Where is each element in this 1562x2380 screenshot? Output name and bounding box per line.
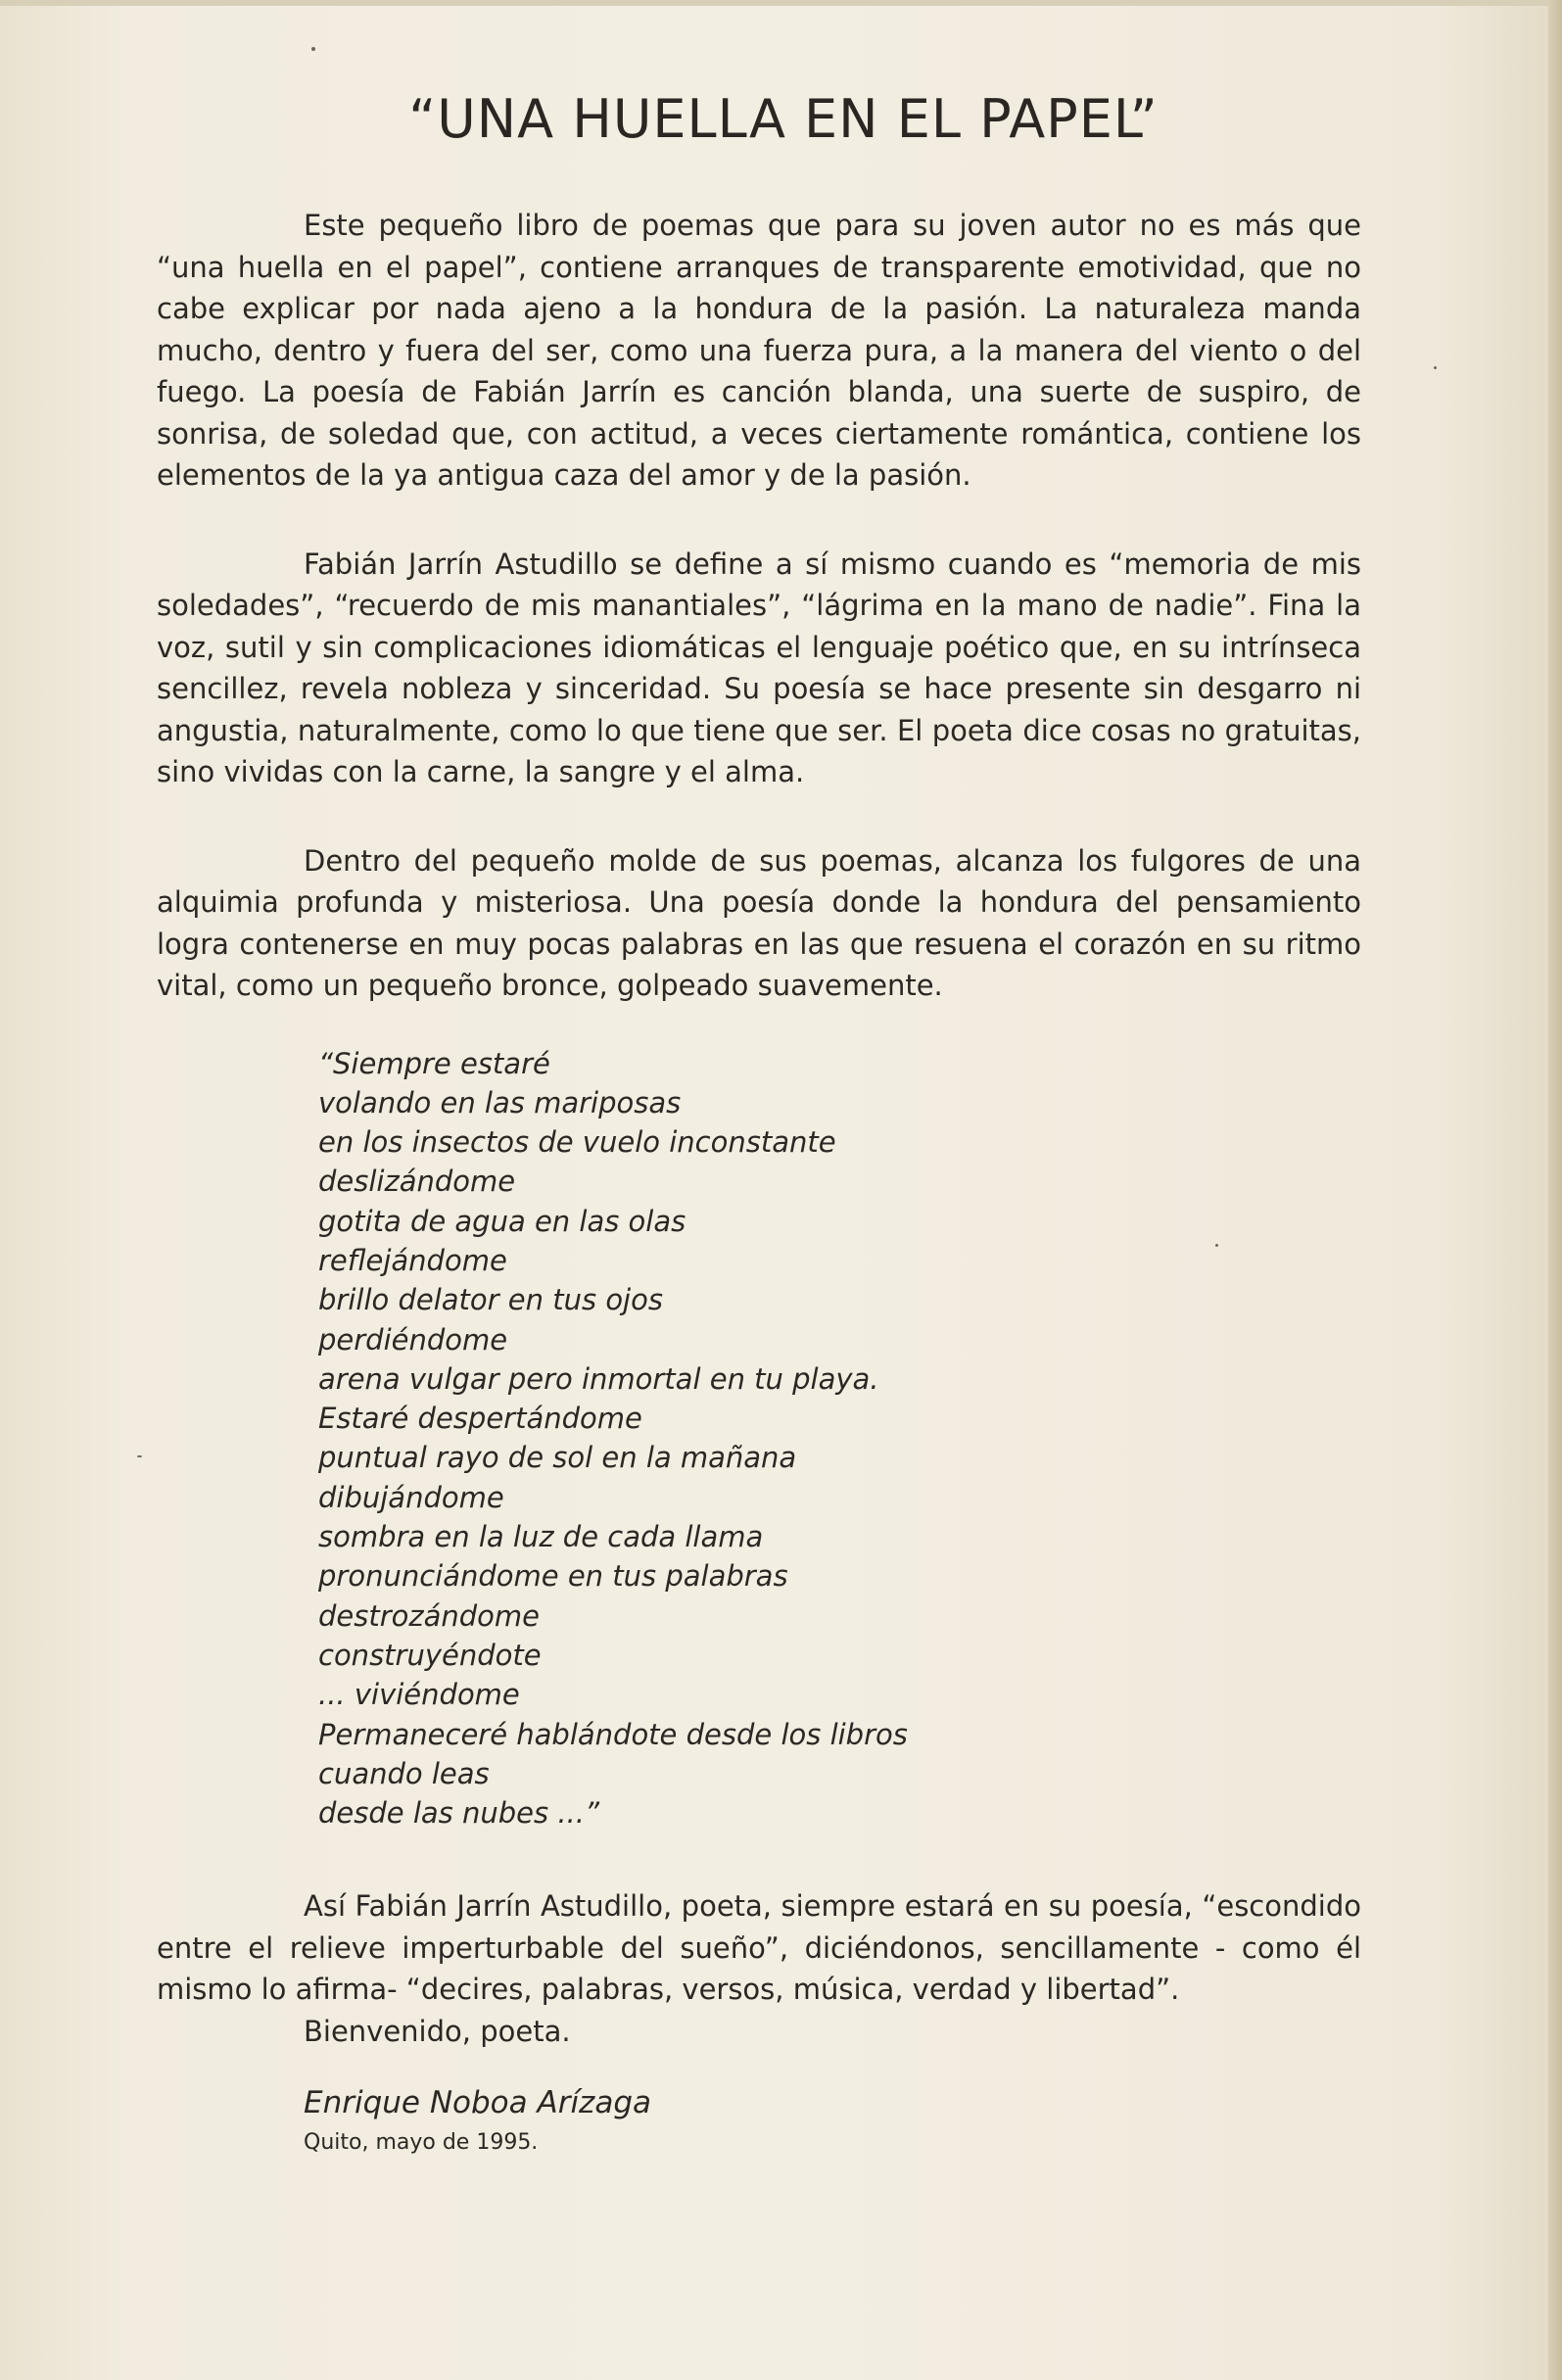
poem-line: construyéndote xyxy=(318,1638,542,1672)
poem-quote xyxy=(318,1044,1361,1833)
poem-line: pronunciándome en tus palabras xyxy=(318,1559,788,1594)
poem-line: volando en las mariposas xyxy=(318,1085,682,1119)
paragraph-intro: Este pequeño libro de poemas que para su joven autor no es más que “una huella en el papel”, contiene arranques de transparente emotividad, que no cabe explicar por nada ajeno a la hondura de la pasión. La naturaleza manda mucho, dentro y fuera del ser, como una fuerza pura, a la manera del viento o del fuego. La poesía de Fabián Jarrín es canción blanda, una suerte de suspiro, de sonrisa, de soledad que, con actitud, a veces ciertamente romántica, contiene los elementos de la ya antigua caza del amor y de la pasión. xyxy=(157,209,1361,492)
paper-speck xyxy=(137,1455,142,1457)
poem-line: puntual rayo de sol en la mañana xyxy=(318,1441,797,1475)
paper-speck xyxy=(311,47,315,51)
poem-line: Estaré despertándome xyxy=(318,1402,642,1436)
author-signature: Enrique Noboa Arízaga xyxy=(304,2085,652,2121)
place-date: Quito, mayo de 1995. xyxy=(304,2130,539,2156)
poem-line: gotita de agua en las olas xyxy=(318,1204,686,1238)
poem-line: sombra en la luz de cada llama xyxy=(318,1520,764,1554)
poem-line: arena vulgar pero inmortal en tu playa. xyxy=(318,1361,879,1396)
paragraph-closing: Así Fabián Jarrín Astudillo, poeta, siempre estará en su poesía, “escondido entre el relieve imperturbable del sueño”, diciéndonos, sencillamente - como él mismo lo afirma- “decires, palabras, versos, música, verdad y libertad”. xyxy=(157,1889,1361,2007)
poem-line: reflejándome xyxy=(318,1243,507,1277)
poem-line: dibujándome xyxy=(318,1480,504,1514)
poem-line: ... viviéndome xyxy=(318,1678,520,1712)
poem-line: en los insectos de vuelo inconstante xyxy=(318,1125,836,1160)
paragraph-alchemy: Dentro del pequeño molde de sus poemas, alcanza los fulgores de una alquimia profunda y misteriosa. Una poesía donde la hondura del pensamiento logra contenerse en muy pocas palabras en las que resuena el corazón en su ritmo vital, como un pequeño bronce, golpeado suavemente. xyxy=(157,843,1361,1002)
document-title: “UNA HUELLA EN EL PAPEL” xyxy=(408,88,1159,150)
page-right-edge xyxy=(1548,0,1562,2380)
poem-line: “Siempre estaré xyxy=(318,1046,550,1080)
poem-line: desde las nubes ...” xyxy=(318,1796,599,1831)
page-top-edge xyxy=(0,0,1562,6)
document-body xyxy=(157,88,1361,2155)
paper-speck xyxy=(1434,366,1437,369)
poem-line: cuando leas xyxy=(318,1756,490,1790)
poem-line: brillo delator en tus ojos xyxy=(318,1283,663,1317)
paragraph-self-definition: Fabián Jarrín Astudillo se define a sí mismo cuando es “memoria de mis soledades”, “recuerdo de mis manantiales”, “lágrima en la mano de nadie”. Fina la voz, sutil y sin complicaciones idiomáticas el lenguaje poético que, en su intrínseca sencillez, revela nobleza y sinceridad. Su poesía se hace presente sin desgarro ni angustia, naturalmente, como lo que tiene que ser. El poeta dice cosas no gratuitas, sino vividas con la carne, la sangre y el alma. xyxy=(157,547,1361,788)
poem-line: Permaneceré hablándote desde los libros xyxy=(318,1717,908,1751)
poem-line: deslizándome xyxy=(318,1165,516,1199)
poem-line: perdiéndome xyxy=(318,1322,508,1357)
welcome-line: Bienvenido, poeta. xyxy=(304,2014,571,2048)
poem-line: destrozándome xyxy=(318,1598,541,1633)
